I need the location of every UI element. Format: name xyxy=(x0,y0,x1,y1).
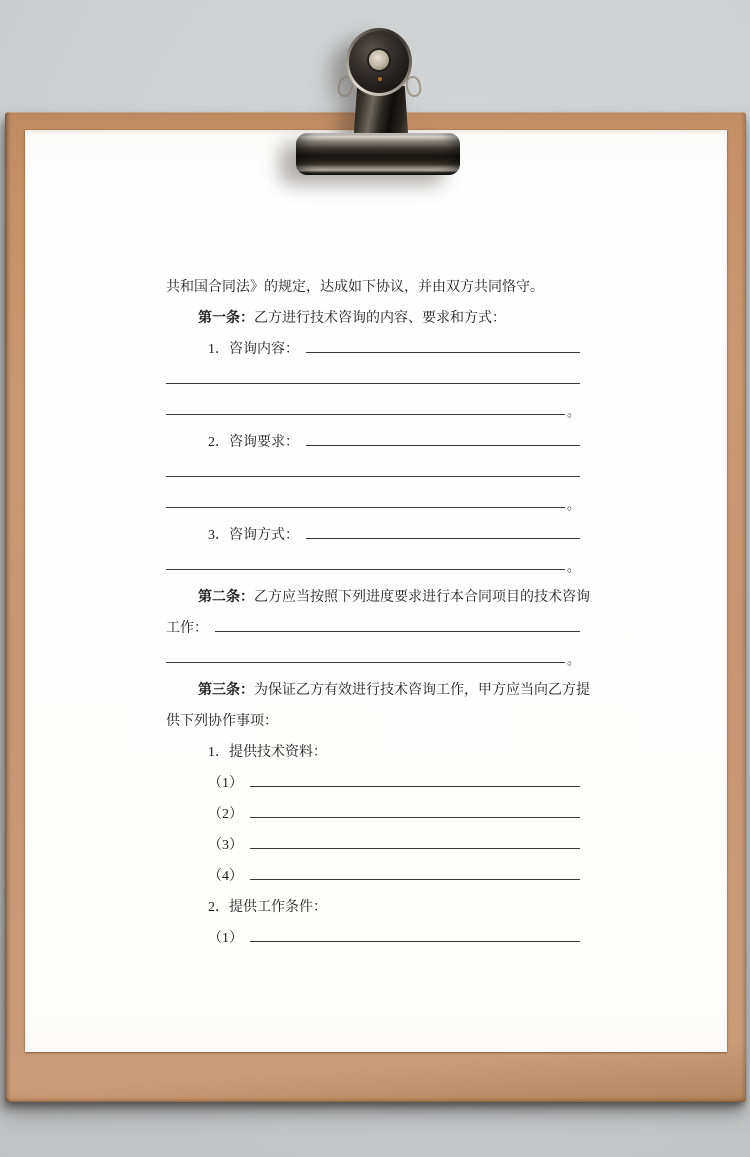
document-line xyxy=(166,888,580,919)
clause-label: 第二条： xyxy=(198,590,254,605)
document-text: （1） xyxy=(208,931,243,946)
document-line xyxy=(166,547,580,578)
contract-text xyxy=(166,268,590,950)
document-text: 工作： xyxy=(166,621,208,636)
fill-in-blank xyxy=(250,941,580,942)
document-line xyxy=(166,733,580,764)
document-line xyxy=(166,423,580,454)
document-text: 。 xyxy=(566,652,580,667)
document-line xyxy=(166,671,590,702)
document-line xyxy=(166,795,580,826)
fill-in-blank xyxy=(306,445,580,446)
document-line xyxy=(166,826,580,857)
fill-in-blank xyxy=(166,507,565,508)
clip-lever-bar xyxy=(296,133,460,175)
clip-glint xyxy=(378,77,382,81)
document-text: 。 xyxy=(566,559,580,574)
bulldog-clip-icon xyxy=(280,20,480,180)
document-line xyxy=(166,454,580,485)
document-text: 乙方进行技术咨询的内容、要求和方式： xyxy=(254,311,506,326)
document-line xyxy=(166,330,580,361)
fill-in-blank xyxy=(250,817,580,818)
document-line xyxy=(166,361,580,392)
fill-in-blank xyxy=(250,848,580,849)
clause-label: 第三条： xyxy=(198,683,254,698)
clip-knob-hole xyxy=(369,50,389,70)
document-text: （4） xyxy=(208,869,243,884)
document-text: 共和国合同法》的规定，达成如下协议，并由双方共同恪守。 xyxy=(166,280,544,295)
contract-paper xyxy=(25,130,727,1052)
document-text: 为保证乙方有效进行技术咨询工作，甲方应当向乙方提 xyxy=(254,683,590,698)
fill-in-blank xyxy=(250,879,580,880)
fill-in-blank xyxy=(166,414,565,415)
document-text: 3．咨询方式： xyxy=(208,528,299,543)
document-line xyxy=(166,764,580,795)
document-text: （1） xyxy=(208,776,243,791)
document-line xyxy=(166,299,580,330)
document-text: 。 xyxy=(566,404,580,419)
document-text: 乙方应当按照下列进度要求进行本合同项目的技术咨询 xyxy=(254,590,590,605)
document-text: （2） xyxy=(208,807,243,822)
document-line xyxy=(166,485,580,516)
fill-in-blank xyxy=(215,631,580,632)
fill-in-blank xyxy=(306,352,580,353)
clip-spring-knob xyxy=(346,28,412,96)
fill-in-blank xyxy=(166,569,565,570)
document-line xyxy=(166,578,590,609)
fill-in-blank xyxy=(306,538,580,539)
document-line xyxy=(166,857,580,888)
clip-knob-face xyxy=(349,31,409,93)
fill-in-blank xyxy=(166,383,580,384)
document-line xyxy=(166,640,580,671)
document-line xyxy=(166,702,580,733)
document-line xyxy=(166,392,580,423)
fill-in-blank xyxy=(166,476,580,477)
clause-label: 第一条： xyxy=(198,311,254,326)
document-line xyxy=(166,919,580,950)
fill-in-blank xyxy=(166,662,565,663)
document-text: （3） xyxy=(208,838,243,853)
fill-in-blank xyxy=(250,786,580,787)
document-text: 1．提供技术资料： xyxy=(208,745,327,760)
document-line xyxy=(166,516,580,547)
document-text: 1．咨询内容： xyxy=(208,342,299,357)
document-line xyxy=(166,609,580,640)
document-text: 。 xyxy=(566,497,580,512)
document-text: 2．提供工作条件： xyxy=(208,900,327,915)
document-text: 2．咨询要求： xyxy=(208,435,299,450)
document-line xyxy=(166,268,580,299)
document-text: 供下列协作事项： xyxy=(166,714,278,729)
